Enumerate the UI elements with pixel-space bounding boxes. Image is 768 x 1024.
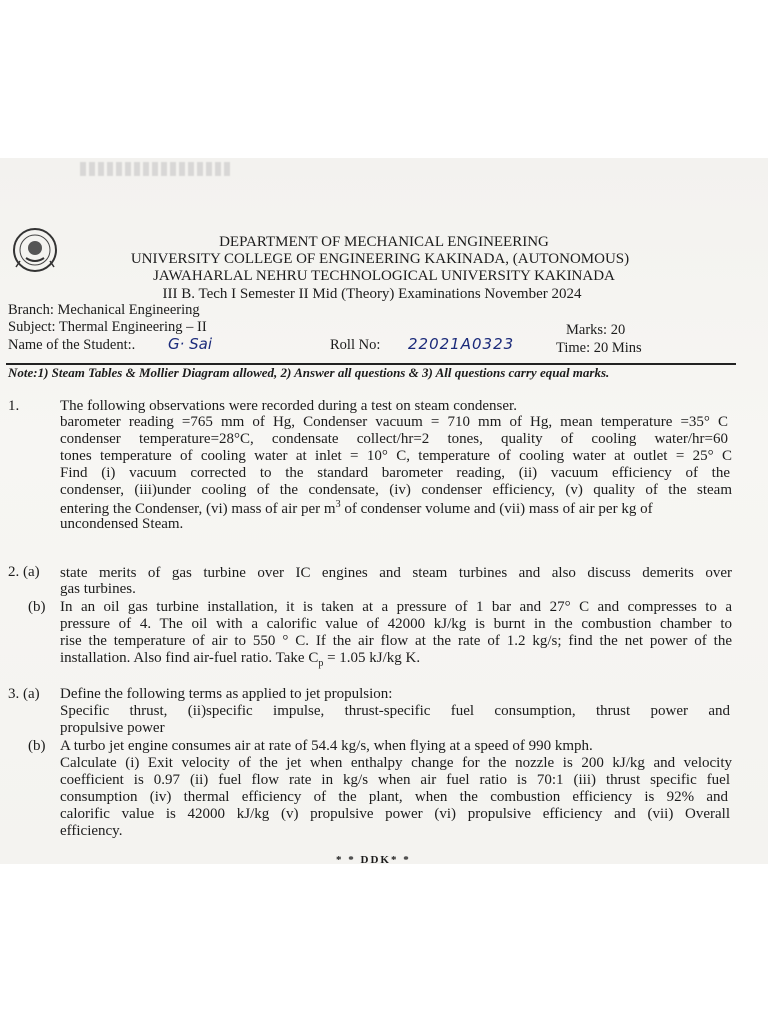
q1-line: The following observations were recorded during a test on steam condenser. xyxy=(60,398,517,414)
q2b-line-part: = 1.05 kJ/kg K. xyxy=(323,650,421,666)
q1-line: uncondensed Steam. xyxy=(60,516,184,532)
q1-line: barometer reading =765 mm of Hg, Condenser vacuum = 710 mm of Hg, mean temperature =35° C xyxy=(60,414,728,430)
q1-line-part: entering the Condenser, (vi) mass of air per m xyxy=(60,501,336,517)
q3b-label: (b) xyxy=(28,738,46,754)
q3b-line: consumption (iv) thermal efficiency of the plant, when the combustion efficiency is 92% and xyxy=(60,789,728,805)
university-heading: JAWAHARLAL NEHRU TECHNOLOGICAL UNIVERSITY KAKINADA xyxy=(153,268,615,284)
q1-line: Find (i) vacuum corrected to the standard barometer reading, (ii) vacuum efficiency of the xyxy=(60,465,730,481)
q2b-label: (b) xyxy=(28,599,46,615)
q3a-line: propulsive power xyxy=(60,720,165,736)
q1-line: condenser temperature=28°C, condensate collect/hr=2 tones, quality of cooling water/hr=60 xyxy=(60,431,728,447)
q3b-line: Calculate (i) Exit velocity of the jet when enthalpy change for the nozzle is 200 kJ/kg and velocity xyxy=(60,755,732,771)
student-name-handwritten: G· Sai xyxy=(168,335,213,353)
q1-line: condenser, (iii)under cooling of the condensate, (iv) condenser efficiency, (v) quality of the steam xyxy=(60,482,732,498)
q2-number: 2. (a) xyxy=(8,564,40,580)
q1-line: tones temperature of cooling water at inlet = 10° C, temperature of cooling water at outlet = 25° C xyxy=(60,448,732,464)
college-heading: UNIVERSITY COLLEGE OF ENGINEERING KAKINADA, (AUTONOMOUS) xyxy=(130,251,630,267)
q2b-line xyxy=(60,650,420,669)
roll-number-handwritten: 22021A0323 xyxy=(408,335,515,353)
fold-mark xyxy=(80,162,230,176)
q2a-line: gas turbines. xyxy=(60,581,136,597)
q3b-line: efficiency. xyxy=(60,823,123,839)
q1-number: 1. xyxy=(8,398,20,414)
q2b-line: rise the temperature of air to 550 ° C. If the air flow at the rate of 1.2 kg/s; find the net power of the xyxy=(60,633,732,649)
q3b-line: coefficient is 0.97 (ii) fuel flow rate in kg/s when air fuel ratio is 70:1 (iii) thrust specific fuel xyxy=(60,772,730,788)
exam-heading: III B. Tech I Semester II Mid (Theory) Examinations November 2024 xyxy=(162,286,582,302)
dept-heading: DEPARTMENT OF MECHANICAL ENGINEERING xyxy=(219,234,549,250)
footer-mark: * * DDK* * xyxy=(336,854,411,866)
cubic-superscript: 3 xyxy=(335,499,341,510)
branch-line: Branch: Mechanical Engineering xyxy=(8,302,200,318)
q2b-line: pressure of 4. The oil with a calorific value of 42000 kJ/kg is burnt in the combustion chamber to xyxy=(60,616,732,632)
cp-subscript: p xyxy=(318,658,324,669)
q3a-line: Specific thrust, (ii)specific impulse, thrust-specific fuel consumption, thrust power and xyxy=(60,703,730,719)
roll-label: Roll No: xyxy=(330,337,381,353)
student-label: Name of the Student:. xyxy=(8,337,136,353)
q2b-line: In an oil gas turbine installation, it is taken at a pressure of 1 bar and 27° C and compresses to a xyxy=(60,599,732,615)
marks-label: Marks: 20 xyxy=(566,322,626,338)
q2b-line-part: installation. Also find air-fuel ratio. Take C xyxy=(60,650,319,666)
subject-line: Subject: Thermal Engineering – II xyxy=(8,319,207,335)
q3-number: 3. (a) xyxy=(8,686,40,702)
time-label: Time: 20 Mins xyxy=(556,340,642,356)
q3a-line: Define the following terms as applied to jet propulsion: xyxy=(60,686,393,702)
q2a-line: state merits of gas turbine over IC engines and steam turbines and also discuss demerits over xyxy=(60,565,732,581)
q1-line-part: of condenser volume and (vii) mass of air per kg of xyxy=(344,501,653,517)
q3b-line: A turbo jet engine consumes air at rate of 54.4 kg/s, when flying at a speed of 990 kmph. xyxy=(60,738,593,754)
instructions-note: Note:1) Steam Tables & Mollier Diagram allowed, 2) Answer all questions & 3) All questions carry equal marks. xyxy=(8,365,610,380)
q3b-line: calorific value is 42000 kJ/kg (v) propulsive power (vi) propulsive efficiency and (vii) Overall xyxy=(60,806,730,822)
